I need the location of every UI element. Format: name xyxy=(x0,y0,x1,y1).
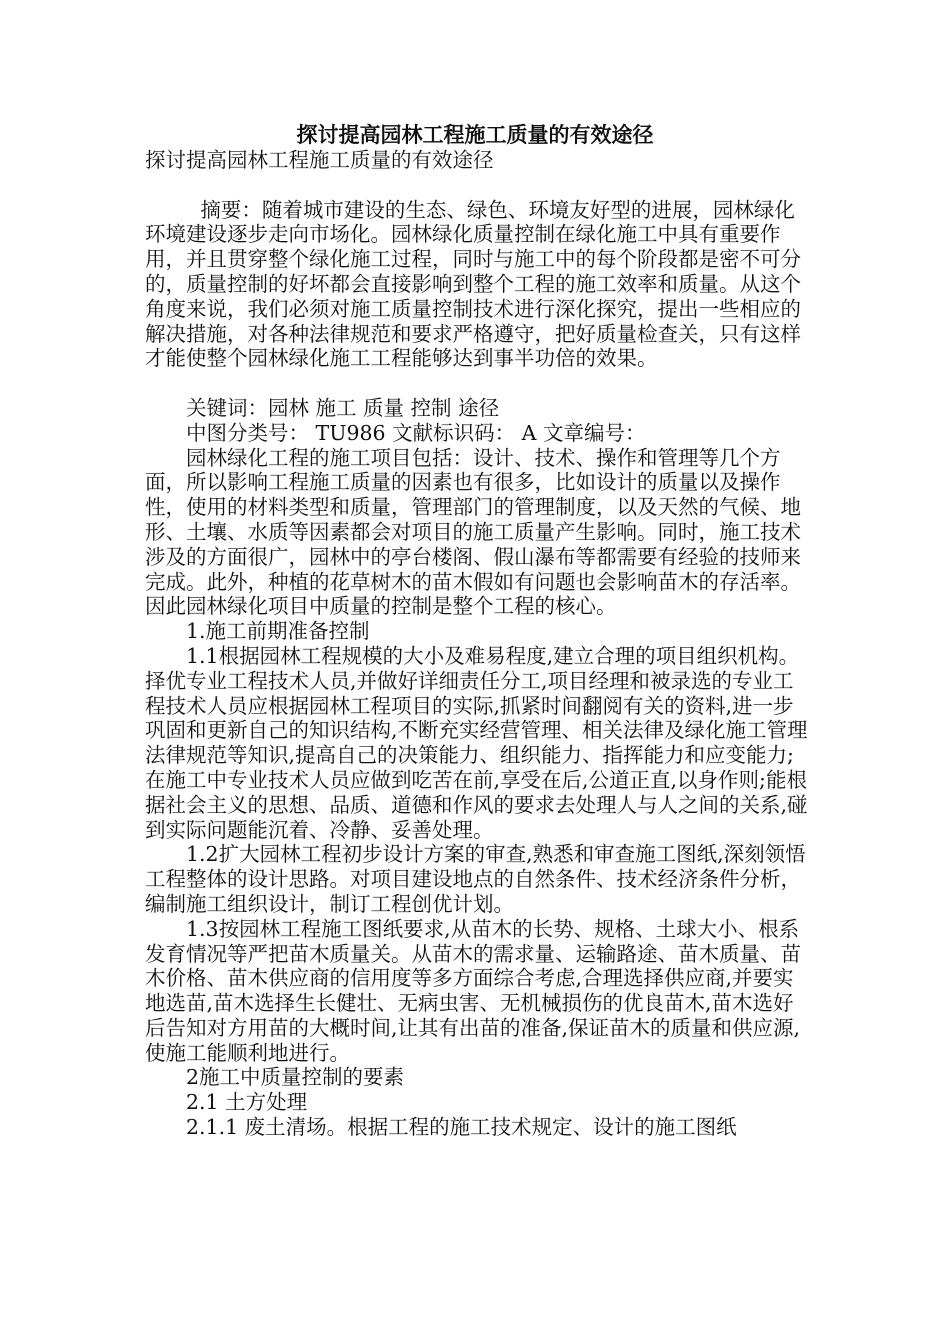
blank-line xyxy=(145,173,809,198)
section-2-1-heading: 2.1 土方处理 xyxy=(186,1090,308,1115)
abstract-paragraph: 摘要：随着城市建设的生态、绿色、环境友好型的进展，园林绿化环境建设逐步走向市场化。园林绿化质量控制在绿化施工中具有重要作用，并且贯穿整个绿化施工过程，同时与施工中的每个阶段都是密不可分的，质量控制的好坏都会直接影响到整个工程的施工效率和质量。从这个角度来说，我们必须对施工质量控制技术进行深化探究，提出一些相应的解决措施，对各种法律规范和要求严格遵守，把好质量检查关，只有这样才能使整个园林绿化施工工程能够达到事半功倍的效果。 xyxy=(145,197,801,371)
section-1-2-paragraph: 1.2扩大园林工程初步设计方案的审查,熟悉和审查施工图纸,深刻领悟工程整体的设计思路。对项目建设地点的自然条件、技术经济条件分析，编制施工组织设计，制订工程创优计划。 xyxy=(145,842,806,916)
section-1-3-paragraph: 1.3按园林工程施工图纸要求,从苗木的长势、规格、土球大小、根系发育情况等严把苗木质量关。从苗木的需求量、运输路途、苗木质量、苗木价格、苗木供应商的信用度等多方面综合考虑,合理选择供应商,并要实地选苗,苗木选择生长健壮、无病虫害、无机械损伤的优良苗木,苗木选好后告知对方用苗的大概时间,让其有出苗的准备,保证苗木的质量和供应源,使施工能顺利地进行。 xyxy=(145,916,801,1065)
classification-line: 中图分类号： TU986 文献标识码： A 文章编号： xyxy=(186,420,646,445)
document-subtitle: 探讨提高园林工程施工质量的有效途径 xyxy=(145,148,494,172)
document-body xyxy=(145,148,809,1140)
section-2-1-1-paragraph: 2.1.1 废土清场。根据工程的施工技术规定、设计的施工图纸 xyxy=(186,1115,737,1140)
keywords-line: 关键词：园林 施工 质量 控制 途径 xyxy=(186,395,500,420)
blank-line xyxy=(145,371,809,396)
section-1-1-paragraph: 1.1根据园林工程规模的大小及难易程度,建立合理的项目组织机构。择优专业工程技术人员,并做好详细责任分工,项目经理和被录选的专业工程技术人员应根据园林工程项目的实际,抓紧时间翻阅有关的资料,进一步巩固和更新自己的知识结构,不断充实经营管理、相关法律及绿化施工管理法律规范等知识,提高自己的决策能力、组织能力、指挥能力和应变能力;在施工中专业技术人员应做到吃苦在前,享受在后,公道正直,以身作则;能根据社会主义的思想、品质、道德和作风的要求去处理人与人之间的关系,碰到实际问题能沉着、冷静、妥善处理。 xyxy=(145,643,808,842)
section-1-heading: 1.施工前期准备控制 xyxy=(186,619,370,644)
intro-paragraph: 园林绿化工程的施工项目包括：设计、技术、操作和管理等几个方面，所以影响工程施工质量的因素也有很多，比如设计的质量以及操作性，使用的材料类型和质量，管理部门的管理制度，以及天然的气候、地形、土壤、水质等因素都会对项目的施工质量产生影响。同时，施工技术涉及的方面很广，园林中的亭台楼阁、假山瀑布等都需要有经验的技师来完成。此外，种植的花草树木的苗木假如有问题也会影响苗木的存活率。因此园林绿化项目中质量的控制是整个工程的核心。 xyxy=(145,445,801,619)
section-2-heading: 2施工中质量控制的要素 xyxy=(186,1065,405,1090)
document-title: 探讨提高园林工程施工质量的有效途径 xyxy=(296,123,654,147)
